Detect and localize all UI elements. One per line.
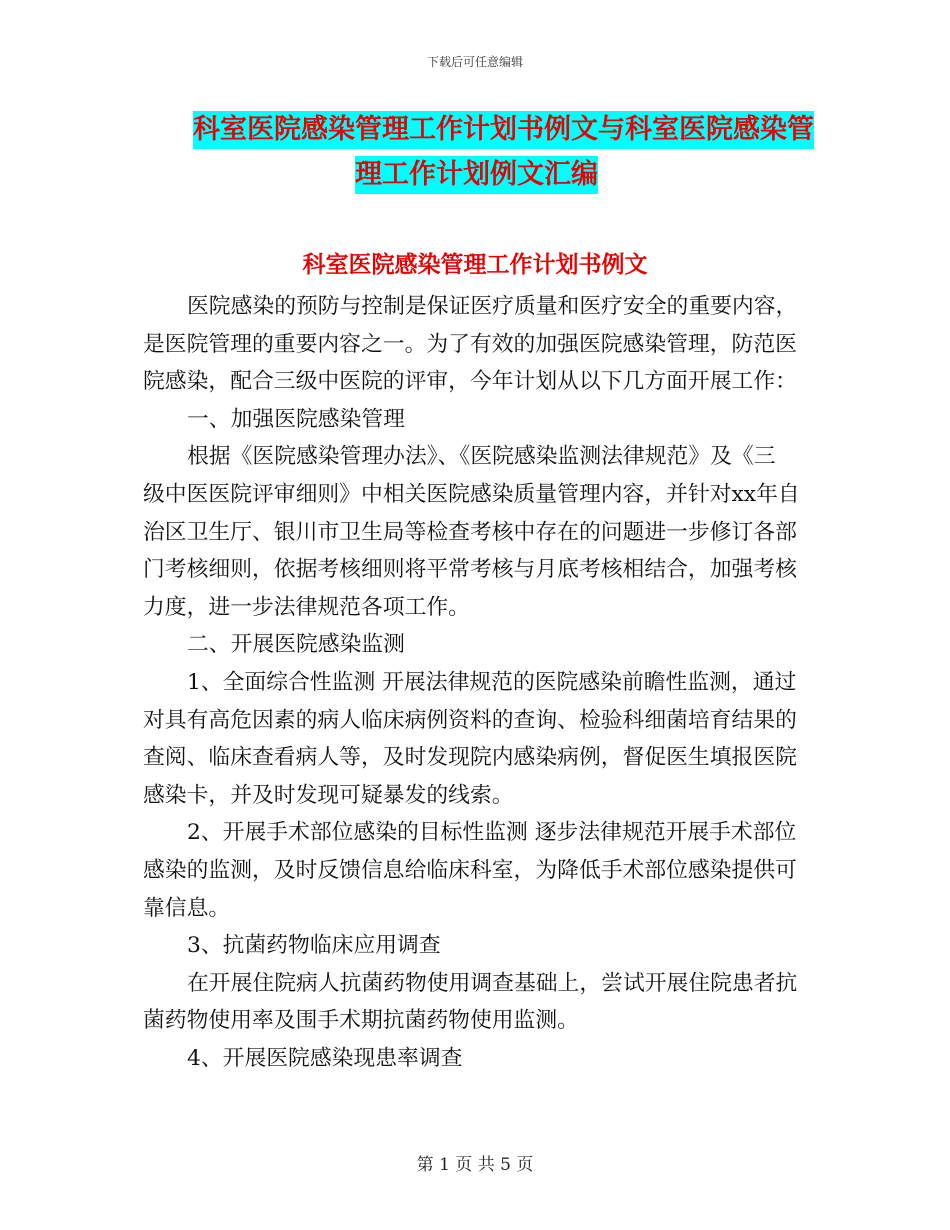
document-title-text: 科室医院感染管理工作计划书例文与科室医院感染管 bbox=[193, 111, 814, 149]
text-line: 感染卡，并及时发现可疑暴发的线索。 bbox=[143, 782, 514, 808]
paragraph bbox=[143, 288, 805, 401]
text-line: 门考核细则，依据考核细则将平常考核与月底考核相结合，加强考核 bbox=[143, 557, 797, 583]
text-line: 根据《医院感染管理办法》、《医院感染监测法律规范》及《三 bbox=[187, 444, 776, 470]
text-line: 在开展住院病人抗菌药物使用调查基础上，尝试开展住院患者抗 bbox=[187, 970, 798, 996]
subsection-heading: 3、抗菌药物临床应用调查 bbox=[187, 933, 441, 959]
text-line: 级中医医院评审细则》中相关医院感染质量管理内容，并针对xx年自 bbox=[143, 481, 800, 507]
header-note: 下载后可任意编辑 bbox=[426, 55, 523, 69]
paragraph bbox=[143, 965, 805, 1040]
text-line: 靠信息。 bbox=[143, 895, 231, 921]
text-line: 2、开展手术部位感染的目标性监测 逐步法律规范开展手术部位 bbox=[187, 820, 797, 846]
text-line: 是医院管理的重要内容之一。为了有效的加强医院感染管理，防范医 bbox=[143, 331, 797, 357]
document-title-line-1 bbox=[193, 111, 814, 149]
text-line: 医院感染的预防与控制是保证医疗质量和医疗安全的重要内容， bbox=[187, 294, 798, 319]
section-title: 科室医院感染管理工作计划书例文 bbox=[302, 251, 648, 278]
paragraph bbox=[143, 664, 805, 814]
document-title-text: 理工作计划例文汇编 bbox=[355, 156, 598, 194]
text-line: 对具有高危因素的病人临床病例资料的查询、检验科细菌培育结果的 bbox=[143, 707, 797, 733]
subsection-heading: 4、开展医院感染现患率调查 bbox=[187, 1045, 463, 1071]
section-heading: 一、加强医院感染管理 bbox=[187, 406, 405, 432]
text-line: 1、全面综合性监测 开展法律规范的医院感染前瞻性监测，通过 bbox=[187, 669, 797, 695]
page-number-footer: 第 1 页 共 5 页 bbox=[416, 1155, 534, 1175]
text-line: 治区卫生厅、银川市卫生局等检查考核中存在的问题进一步修订各部 bbox=[143, 519, 797, 545]
paragraph bbox=[143, 814, 805, 927]
document-title-line-2 bbox=[355, 156, 598, 194]
text-line: 院感染，配合三级中医院的评审，今年计划从以下几方面开展工作： bbox=[143, 369, 797, 395]
paragraph bbox=[143, 438, 805, 626]
document-body bbox=[143, 288, 805, 1077]
text-line: 菌药物使用率及围手术期抗菌药物使用监测。 bbox=[143, 1008, 579, 1034]
text-line: 感染的监测，及时反馈信息给临床科室，为降低手术部位感染提供可 bbox=[143, 857, 797, 883]
section-heading: 二、开展医院感染监测 bbox=[187, 632, 405, 658]
text-line: 力度，进一步法律规范各项工作。 bbox=[143, 594, 470, 620]
text-line: 查阅、临床查看病人等，及时发现院内感染病例，督促医生填报医院 bbox=[143, 745, 797, 771]
